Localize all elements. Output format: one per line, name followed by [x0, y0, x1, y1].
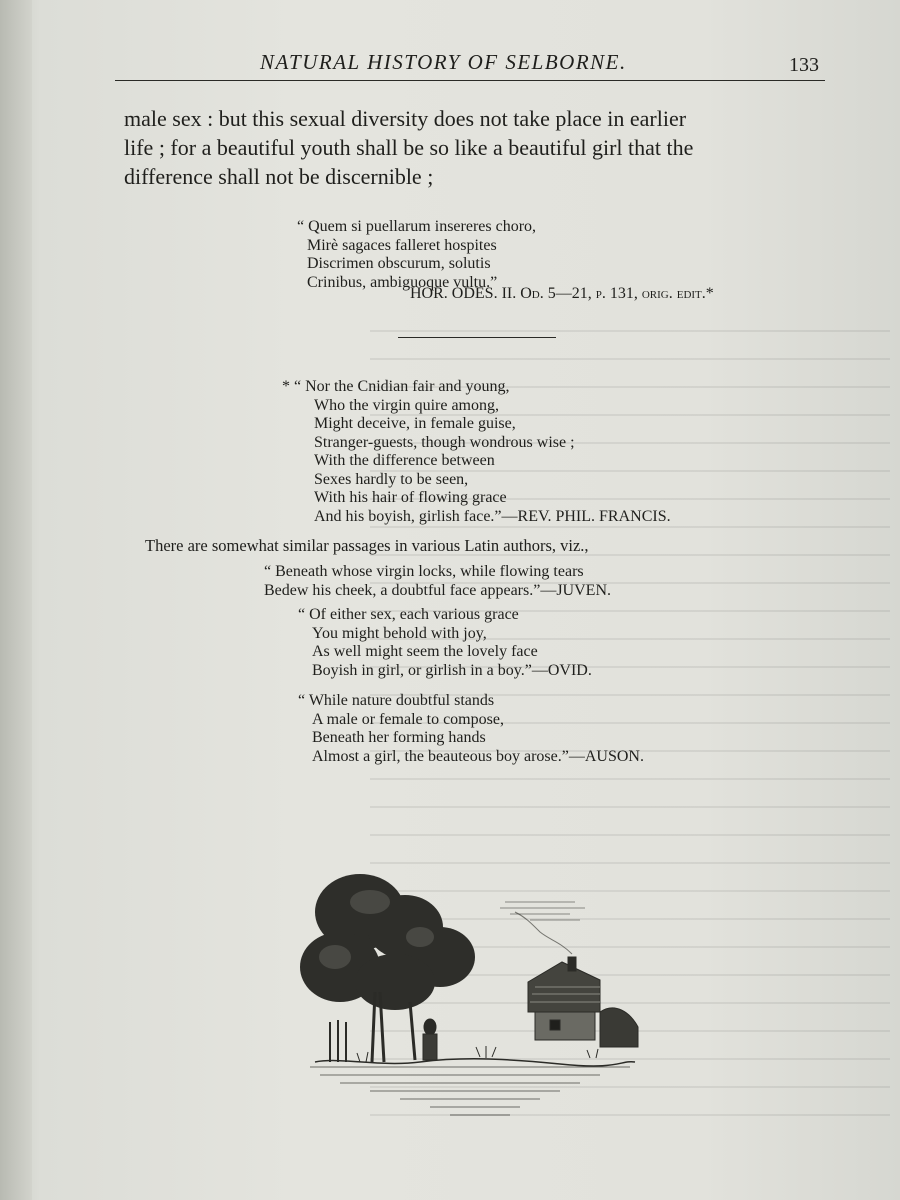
footnote-translation	[282, 378, 671, 526]
intro-line: There are somewhat similar passages in various Latin authors, viz.,	[145, 536, 589, 555]
verse-line: Beneath her forming hands	[312, 729, 486, 746]
verse-line: A male or female to compose,	[312, 710, 504, 728]
page-gutter	[0, 0, 32, 1200]
latin-quote	[297, 218, 536, 292]
verse-line: Discrimen obscurum, solutis	[307, 255, 491, 272]
attribution: —REV. PHIL. FRANCIS.	[501, 507, 671, 525]
verse-line: As well might seem the lovely face	[312, 643, 538, 660]
verse-line	[282, 508, 671, 527]
verse-line: Sexes hardly to be seen,	[314, 470, 469, 488]
ovid-quote	[298, 606, 592, 680]
attribution: —OVID.	[531, 661, 592, 679]
running-title: NATURAL HISTORY OF SELBORNE.	[260, 50, 627, 74]
verse-text: Boyish in girl, or girlish in a boy.”	[312, 661, 532, 679]
body-paragraph	[124, 104, 824, 191]
verse-line: “ Beneath whose virgin locks, while flowing tears	[264, 563, 584, 580]
ausonius-quote	[298, 692, 644, 766]
woodcut-cottage-landscape-icon	[300, 862, 640, 1142]
section-divider	[398, 337, 556, 338]
verse-line: * “ Nor the Cnidian fair and young,	[282, 378, 510, 395]
attribution: —AUSON.	[568, 747, 644, 765]
body-line: difference shall not be discernible ;	[124, 164, 434, 189]
verse-line: With his hair of flowing grace	[314, 489, 507, 506]
verse-line	[298, 748, 644, 767]
horace-citation: HOR. ODES. II. Od. 5—21, p. 131, orig. edit.*	[410, 285, 714, 302]
attribution: —JUVEN.	[540, 581, 611, 599]
verse-line: “ Quem si puellarum insereres choro,	[297, 218, 537, 235]
verse-text: Almost a girl, the beauteous boy arose.”	[312, 747, 569, 765]
verse-text: Bedew his cheek, a doubtful face appears.”	[264, 581, 541, 599]
verse-line: Mirè sagaces falleret hospites	[307, 236, 497, 254]
verse-line: Might deceive, in female guise,	[314, 415, 516, 432]
page-number: 133	[789, 54, 819, 76]
verse-line: “ Of either sex, each various grace	[298, 606, 519, 623]
page-header	[115, 44, 825, 81]
verse-text: And his boyish, girlish face.”	[314, 507, 502, 525]
verse-line: “ While nature doubtful stands	[298, 692, 495, 709]
verse-line	[298, 662, 592, 681]
verse-line	[248, 582, 611, 601]
verse-line: Crinibus, ambiguoque vultu.”	[307, 273, 498, 291]
body-line: male sex : but this sexual diversity does not take place in earlier	[124, 106, 687, 131]
juvenal-quote	[248, 563, 611, 600]
verse-line: With the difference between	[314, 452, 495, 469]
body-line: life ; for a beautiful youth shall be so like a beautiful girl that the	[124, 135, 694, 160]
verse-line: You might behold with joy,	[312, 624, 487, 642]
verse-line: Who the virgin quire among,	[314, 396, 499, 414]
verse-line: Stranger-guests, though wondrous wise ;	[314, 433, 575, 451]
